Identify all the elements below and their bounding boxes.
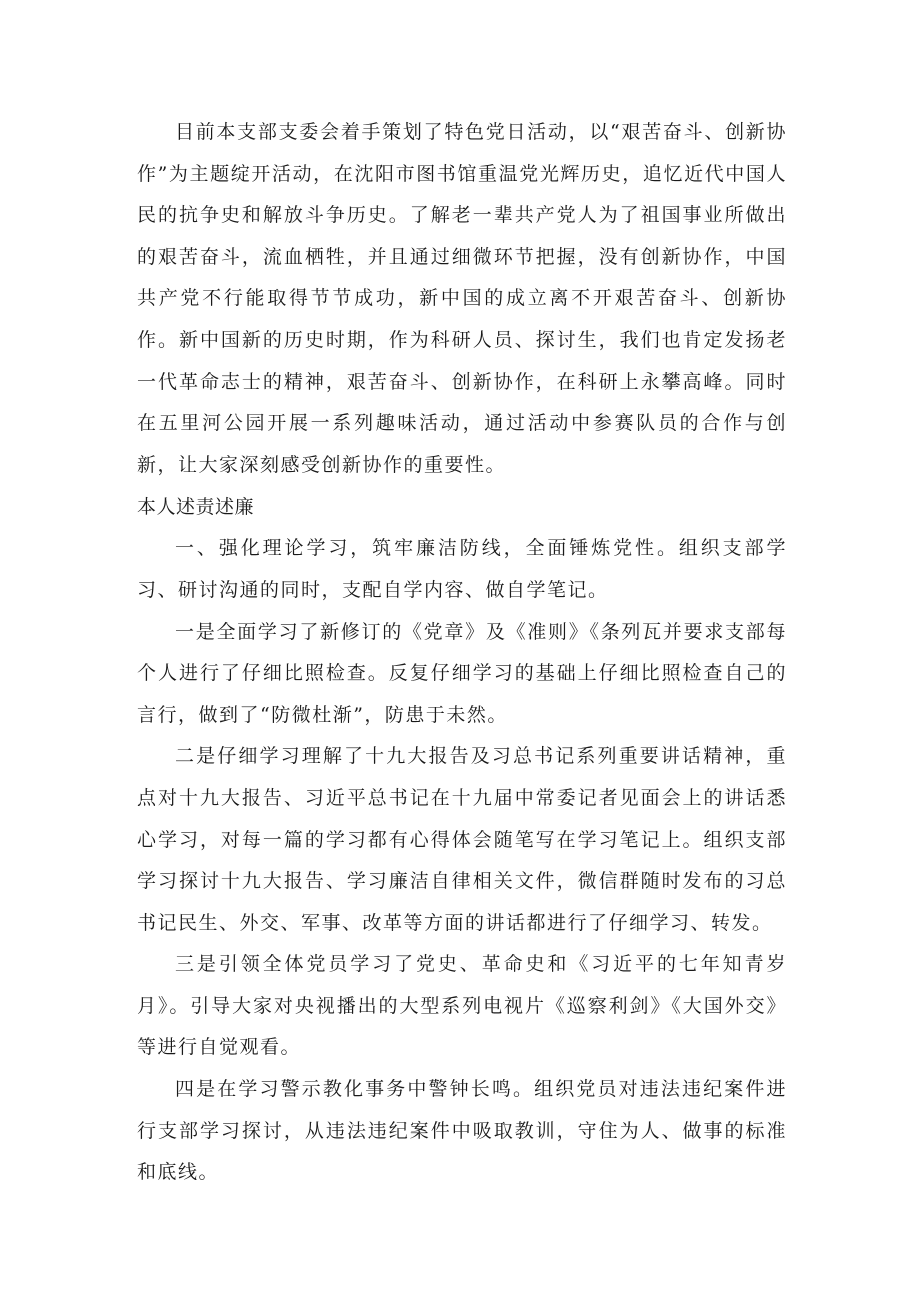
paragraph-party-day-activity: 目前本支部支委会着手策划了特色党日活动，以“艰苦奋斗、创新协作”为主题绽开活动，在沈阳市图书馆重温党光辉历史，追忆近代中国人民的抗争史和解放斗争历史。了解老一辈共产党人为了祖国事业所做出的艰苦奋斗，流血栖牲，并且通过细微环节把握，没有创新协作，中国共产党不行能取得节节成功，新中国的成立离不开艰苦奋斗、创新协作。新中国新的历史时期，作为科研人员、探讨生，我们也肯定发扬老一代革命志士的精神，艰苦奋斗、创新协作，在科研上永攀高峰。同时在五里河公园开展一系列趣味活动，通过活动中参赛队员的合作与创新，让大家深刻感受创新协作的重要性。	[137, 121, 787, 476]
paragraph-point-one: 一是全面学习了新修订的《党章》及《准则》《条列瓦并要求支部每个人进行了仔细比照检查。反复仔细学习的基础上仔细比照检查自己的言行，做到了“防微杜渐”，防患于未然。	[137, 620, 787, 726]
paragraph-point-four: 四是在学习警示教化事务中警钟长鸣。组织党员对违法违纪案件进行支部学习探讨，从违法违纪案件中吸取教训，守住为人、做事的标准和底线。	[137, 1078, 787, 1184]
paragraph-point-two: 二是仔细学习理解了十九大报告及习总书记系列重要讲话精神，重点对十九大报告、习近平总书记在十九届中常委记者见面会上的讲话悉心学习，对每一篇的学习都有心得体会随笔写在学习笔记上。组织支部学习探讨十九大报告、学习廉洁自律相关文件，微信群随时发布的习总书记民生、外交、军事、改革等方面的讲话都进行了仔细学习、转发。	[137, 745, 787, 934]
paragraph-point-three: 三是引领全体党员学习了党史、革命史和《习近平的七年知青岁月》。引导大家对央视播出的大型系列电视片《巡察利剑》《大国外交》等进行自觉观看。	[137, 953, 787, 1059]
document-body	[137, 112, 787, 1194]
section-heading: 本人述责述廉	[137, 496, 255, 519]
paragraph-theory-study: 一、强化理论学习，筑牢廉洁防线，全面锤炼党性。组织支部学习、研讨沟通的同时，支配自学内容、做自学笔记。	[137, 537, 787, 601]
